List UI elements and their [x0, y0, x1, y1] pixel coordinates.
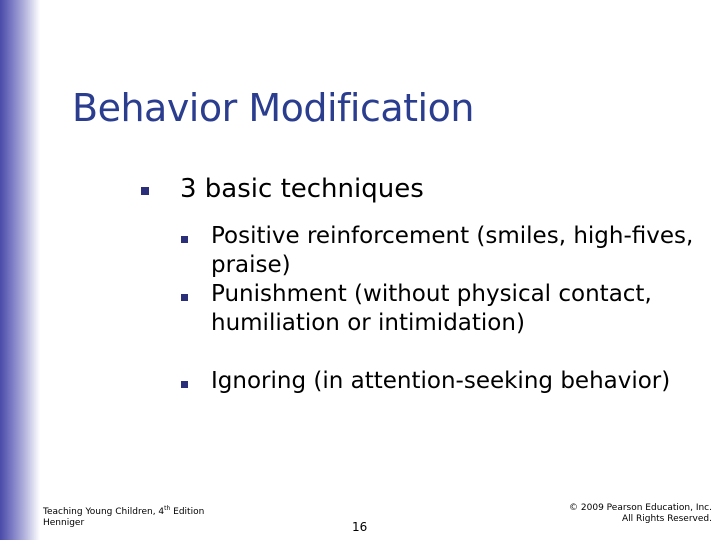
bullet-square-icon: [141, 187, 149, 195]
slide-title: Behavior Modification: [72, 86, 474, 130]
sub-bullet-2-text: Punishment (without physical contact, humiliation or intimidation): [211, 281, 652, 336]
bullet-square-icon: [181, 236, 188, 243]
copyright-line-2: All Rights Reserved.: [621, 514, 712, 524]
bullet-square-icon: [181, 294, 188, 301]
footer-author: Henniger: [43, 518, 85, 528]
main-bullet-text: 3 basic techniques: [180, 174, 424, 204]
copyright-line-1: © 2009 Pearson Education, Inc.: [569, 503, 712, 513]
sub-bullet-1-text: Positive reinforcement (smiles, high-fives, praise): [211, 223, 694, 278]
sub-bullet-3-text: Ignoring (in attention-seeking behavior): [211, 368, 671, 394]
footer-book-info: [43, 503, 204, 529]
footer-copyright: [569, 503, 712, 525]
side-gradient-bar: [0, 0, 40, 540]
page-number: 16: [352, 520, 368, 534]
footer-book-title: Teaching Young Children, 4th Edition: [43, 505, 205, 517]
bullet-square-icon: [181, 381, 188, 388]
